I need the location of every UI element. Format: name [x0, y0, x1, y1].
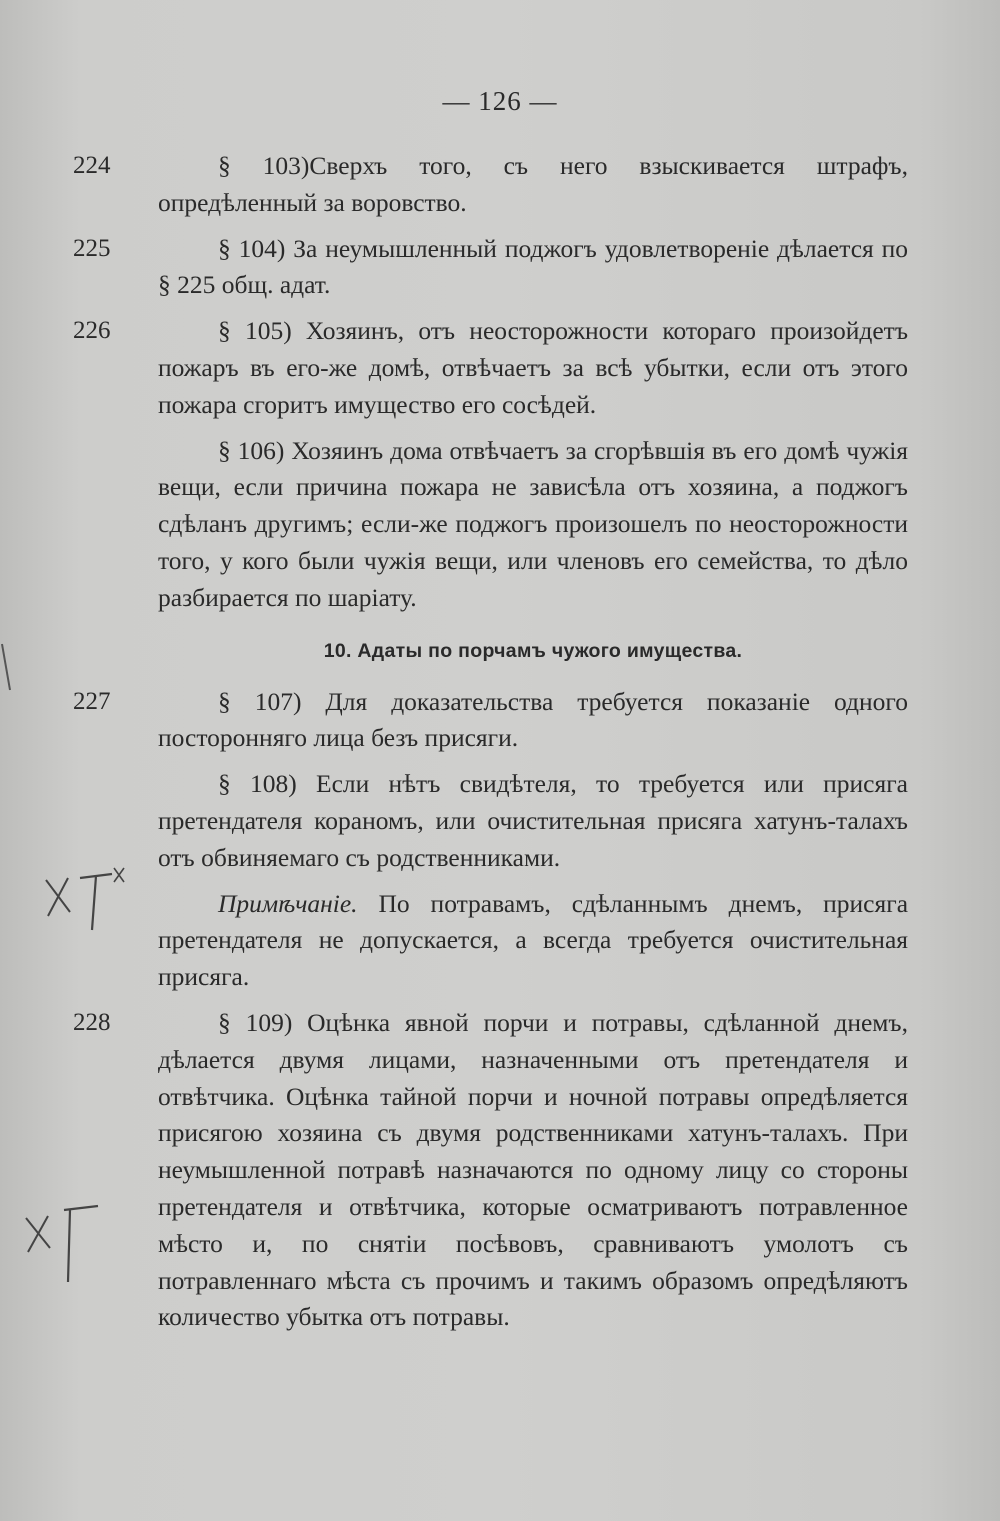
paragraph-text: Хозяинъ, отъ неосторожности котораго произойдетъ пожаръ въ его-же домѣ, отвѣчаетъ за всѣ убытки, если отъ этого пожара сгоритъ имущество его сосѣдей. [158, 316, 909, 419]
margin-number: 228 [73, 1008, 111, 1036]
paragraph-105 [73, 313, 909, 423]
section-ref: § 106) [218, 435, 285, 465]
section-ref: § 109) [218, 1007, 293, 1037]
margin-number: 227 [73, 687, 111, 715]
margin-number: 225 [73, 234, 111, 262]
section-ref: § 107) [218, 686, 302, 716]
paragraph-text: За неумышленный поджогъ удовлетвореніе дѣлается по § 225 общ. адат. [158, 233, 908, 300]
paragraph-109 [73, 1005, 908, 1336]
paragraph-text: Для доказательства требуется показаніе одного посторонняго лица безъ присяги. [158, 686, 909, 753]
margin-number: 226 [73, 317, 111, 345]
pencil-mark-edge [0, 640, 14, 700]
note-paragraph [158, 886, 908, 996]
section-heading: 10. Адаты по порчамъ чужого имущества. [323, 639, 743, 662]
pencil-mark-xt-2 [22, 1190, 112, 1290]
section-ref: § 104) [218, 233, 286, 263]
paragraph-text: Оцѣнка явной порчи и потравы, сдѣланной днемъ, дѣлается двумя лицами, назначенными отъ претендателя и отвѣтчика. Оцѣнка тайной порчи и ночной потравы опредѣляется присягою хозяина съ двумя родственниками хатунъ-талахъ. При неумышленной потравѣ назначаются по одному лицу со стороны претендателя и отвѣтчика, которые осматриваютъ потравленное мѣсто и, по снятіи посѣвовъ, сравниваютъ умолотъ съ потравленнаго мѣста съ прочимъ и такимъ образомъ опредѣляютъ количество убытка отъ потравы. [158, 1007, 908, 1332]
section-ref: § 105) [218, 316, 292, 346]
paragraph-108 [158, 766, 908, 876]
page-number-header: — 126 — [442, 86, 558, 116]
margin-number: 224 [73, 152, 111, 179]
paragraph-104 [73, 231, 908, 305]
section-ref: § 103) [218, 151, 310, 180]
pencil-mark-xt-1 [40, 850, 130, 940]
paragraph-106 [158, 433, 908, 617]
paragraph-text: Хозяинъ дома отвѣчаетъ за сгорѣвшія въ его домѣ чужія вещи, если причина пожара не зависѣла отъ хозяина, а поджогъ сдѣланъ другимъ; если-же поджогъ произошелъ по неосторожности того, у кого были чужія вещи, или членовъ его семейства, то дѣло разбирается по шаріату. [158, 435, 909, 612]
note-label: Примѣчаніе. [218, 888, 358, 918]
paragraph-107 [73, 684, 909, 758]
note-text: По потравамъ, сдѣланнымъ днемъ, присяга претендателя не допускается, а всегда требуется очистительная присяга. [158, 888, 909, 992]
paragraph-text: Если нѣтъ свидѣтеля, то требуется или присяга претендателя кораномъ, или очистительная присяга хатунъ-талахъ отъ обвиняемаго съ родственниками. [158, 769, 908, 872]
paragraph-103 [73, 148, 908, 222]
section-ref: § 108) [218, 769, 297, 799]
paragraph-text: Сверхъ того, съ него взыскивается штрафъ, опредѣленный за воровство. [158, 151, 908, 217]
page-body [73, 148, 909, 1345]
